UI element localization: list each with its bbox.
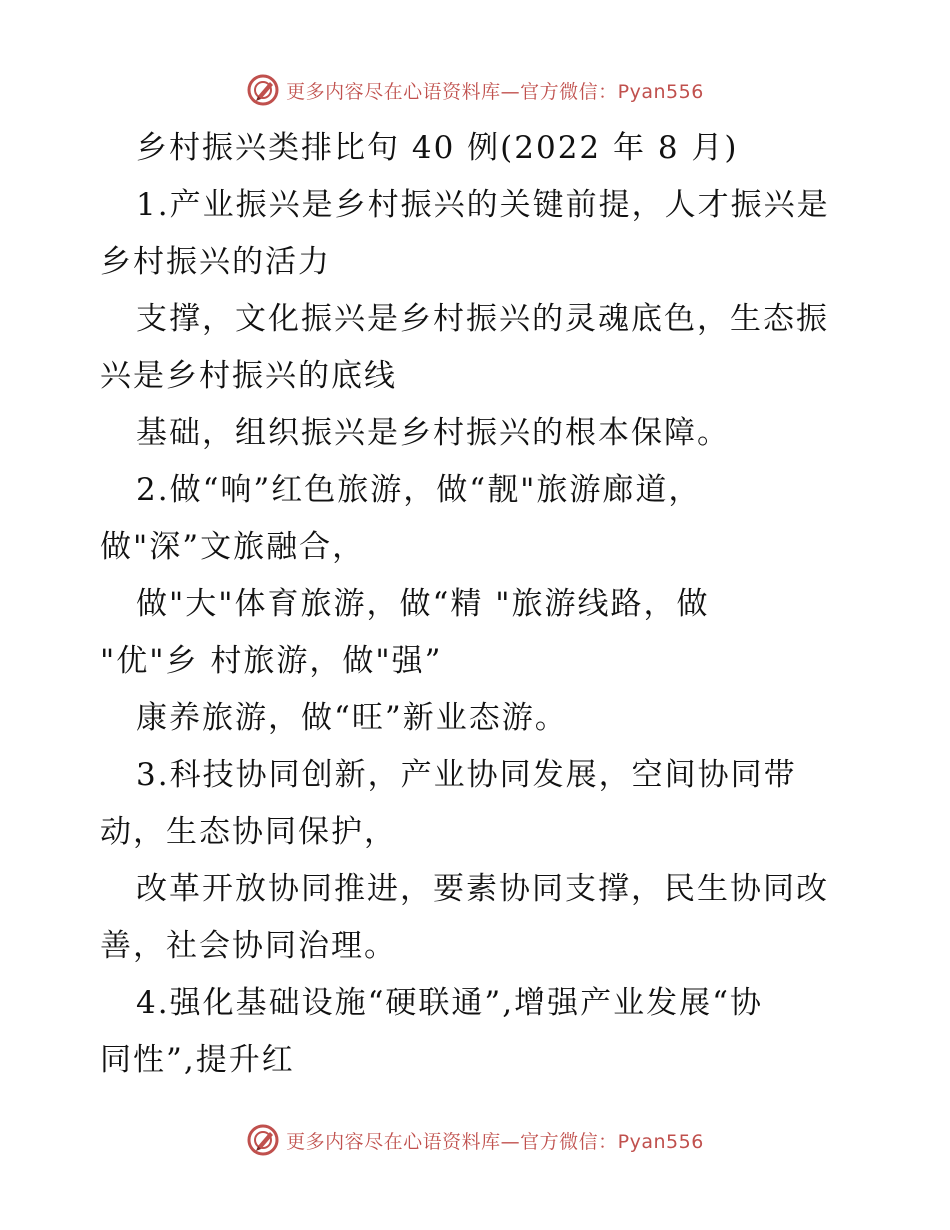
watermark-text: 更多内容尽在心语资料库—官方微信：Pyan556 bbox=[286, 80, 704, 103]
footer-watermark bbox=[0, 1120, 950, 1160]
text-line: 乡村振兴的活力 bbox=[100, 244, 331, 280]
text-line: 兴是乡村振兴的底线 bbox=[100, 358, 397, 394]
text-line: 4.强化基础设施“硬联通”,增强产业发展“协 bbox=[136, 985, 763, 1021]
text-line: 善，社会协同治理。 bbox=[100, 928, 397, 964]
pen-circle-logo-icon bbox=[246, 1123, 280, 1157]
watermark-inner bbox=[246, 1123, 704, 1157]
watermark-text: 更多内容尽在心语资料库—官方微信：Pyan556 bbox=[286, 1130, 704, 1153]
text-line: 支撑，文化振兴是乡村振兴的灵魂底色，生态振 bbox=[136, 301, 829, 337]
text-line: 2.做“响”红色旅游，做“靓"旅游廊道， bbox=[136, 472, 702, 508]
document-title: 乡村振兴类排比句 40 例(2022 年 8 月) bbox=[136, 130, 739, 166]
text-line: 同性”,提升红 bbox=[100, 1042, 295, 1078]
text-line: 改革开放协同推进，要素协同支撑，民生协同改 bbox=[136, 871, 829, 907]
text-line: 基础，组织振兴是乡村振兴的根本保障。 bbox=[136, 415, 730, 451]
text-line: 3.科技协同创新，产业协同发展，空间协同带 bbox=[136, 757, 797, 793]
text-line: 动，生态协同保护， bbox=[100, 814, 397, 850]
watermark-inner bbox=[246, 73, 704, 107]
document-body bbox=[100, 120, 860, 1089]
text-line: 1.产业振兴是乡村振兴的关键前提，人才振兴是 bbox=[136, 187, 830, 223]
header-watermark bbox=[0, 70, 950, 110]
text-line: 做"深”文旅融合， bbox=[100, 529, 366, 565]
text-line: "优"乡 村旅游，做"强” bbox=[100, 643, 443, 679]
pen-circle-logo-icon bbox=[246, 73, 280, 107]
text-line: 做"大"体育旅游，做“精 "旅游线路，做 bbox=[136, 586, 710, 622]
text-line: 康养旅游，做“旺”新业态游。 bbox=[136, 700, 568, 736]
